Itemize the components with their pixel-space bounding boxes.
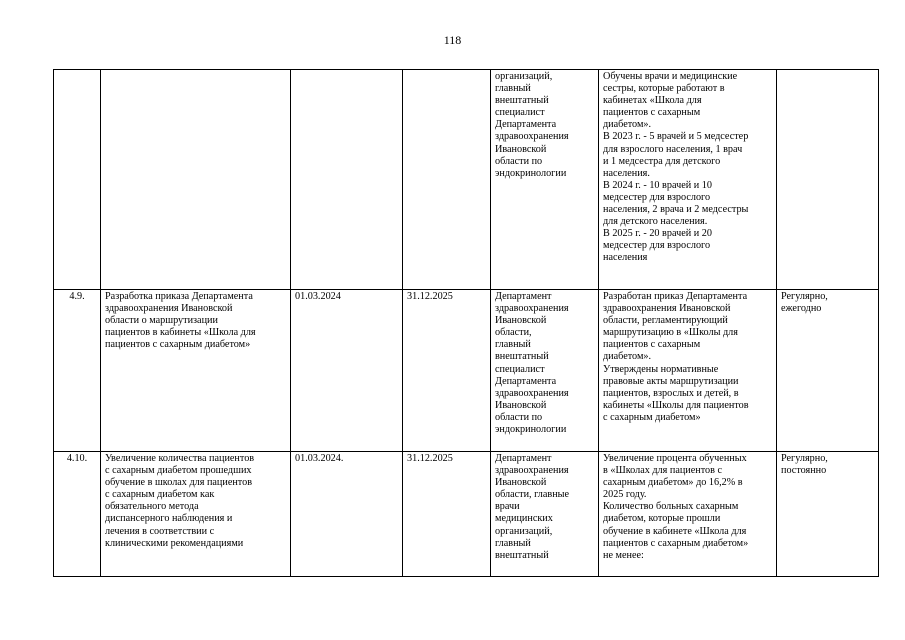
- cell-line: обучение в кабинете «Школа для: [603, 525, 747, 537]
- cell-line: организаций,: [495, 525, 553, 537]
- cell-line: кабинетах «Школа для: [603, 95, 702, 107]
- cell-line: специалист: [495, 363, 545, 375]
- cell-line: Департамент: [495, 453, 552, 464]
- cell-line: Ивановской: [495, 477, 547, 489]
- cell-line: лечения в соответствии с: [105, 525, 215, 537]
- cell-responsible: [491, 452, 599, 577]
- cell-line: эндокринологии: [495, 424, 567, 436]
- cell-line: Увеличение количества пациентов: [105, 453, 255, 464]
- cell-line: В 2024 г. - 10 врачей и 10: [603, 179, 712, 191]
- cell-line: специалист: [495, 107, 545, 119]
- cell-result: [599, 290, 777, 452]
- cell-line: пациентов с сахарным: [603, 339, 701, 351]
- cell-line: внештатный: [495, 95, 549, 107]
- cell-line: диспансерного наблюдения и: [105, 513, 233, 525]
- cell-frequency: [777, 290, 879, 452]
- cell-line: здравоохранения: [495, 303, 569, 315]
- cell-line: с сахарным диабетом как: [105, 489, 215, 501]
- cell-line: В 2023 г. - 5 врачей и 5 медсестер: [603, 131, 749, 143]
- cell-line: обучение в школах для пациентов: [105, 477, 253, 489]
- cell-line: Количество больных сахарным: [603, 501, 739, 513]
- cell-line: диабетом».: [603, 351, 652, 363]
- cell-line: здравоохранения Ивановской: [105, 303, 233, 315]
- cell-line: обязательного метода: [105, 501, 199, 513]
- cell-line: в «Школах для пациентов с: [603, 465, 723, 477]
- cell-line: Ивановской: [495, 143, 547, 155]
- cell-line: клиническими рекомендациями: [105, 537, 244, 549]
- cell-line: пациентов с сахарным: [603, 107, 701, 119]
- cell-frequency: [777, 452, 879, 577]
- cell-line: медсестер для взрослого: [603, 240, 711, 252]
- cell-line: для детского населения.: [603, 216, 708, 228]
- plan-table: [53, 69, 879, 577]
- cell-result: [599, 70, 777, 290]
- cell-line: главный: [495, 537, 531, 549]
- cell-line: эндокринологии: [495, 167, 567, 179]
- cell-line: диабетом».: [603, 119, 652, 131]
- table-row: [54, 290, 879, 452]
- cell-line: не менее:: [603, 549, 644, 561]
- cell-line: маршрутизацию в «Школы для: [603, 327, 738, 339]
- cell-line: области о маршрутизации: [105, 315, 218, 327]
- cell-line: Ивановской: [495, 399, 547, 411]
- cell-line: здравоохранения Ивановской: [603, 303, 731, 315]
- cell-responsible: [491, 70, 599, 290]
- cell-line: пациентов в кабинеты «Школа для: [105, 327, 256, 339]
- cell-start-date: 01.03.2024: [291, 290, 403, 452]
- cell-line: области по: [495, 411, 543, 423]
- cell-line: здравоохранения: [495, 387, 569, 399]
- cell-line: ежегодно: [781, 303, 822, 315]
- cell-line: главный: [495, 83, 531, 95]
- cell-line: населения, 2 врача и 2 медсестры: [603, 204, 749, 216]
- cell-line: и 1 медсестра для детского: [603, 155, 721, 167]
- cell-line: с сахарным диабетом прошедших: [105, 465, 252, 477]
- table-row: [54, 70, 879, 290]
- cell-line: Увеличение процента обученных: [603, 453, 747, 464]
- cell-line: пациентов, взрослых и детей, в: [603, 387, 739, 399]
- cell-number: 4.9.: [54, 290, 101, 452]
- cell-line: для взрослого населения, 1 врач: [603, 143, 743, 155]
- cell-line: правовые акты маршрутизации: [603, 375, 739, 387]
- cell-line: с сахарным диабетом»: [603, 411, 701, 423]
- cell-event: [101, 290, 291, 452]
- cell-line: Разработка приказа Департамента: [105, 291, 253, 302]
- cell-line: Департамент: [495, 291, 552, 302]
- cell-line: Регулярно,: [781, 453, 828, 464]
- table-row: [54, 452, 879, 577]
- cell-event: [101, 452, 291, 577]
- cell-line: пациентов с сахарным диабетом»: [603, 537, 749, 549]
- cell-line: области,: [495, 327, 532, 339]
- page-number: 118: [443, 33, 462, 47]
- cell-line: области, главные: [495, 489, 570, 501]
- cell-line: здравоохранения: [495, 465, 569, 477]
- cell-line: Ивановской: [495, 315, 547, 327]
- cell-line: внештатный: [495, 549, 549, 561]
- cell-line: диабетом, которые прошли: [603, 513, 721, 525]
- cell-line: главный: [495, 339, 531, 351]
- cell-line: внештатный: [495, 351, 549, 363]
- cell-line: населения: [603, 252, 648, 264]
- cell-event: [101, 70, 291, 290]
- cell-frequency: [777, 70, 879, 290]
- cell-line: постоянно: [781, 465, 827, 477]
- cell-line: населения.: [603, 167, 650, 179]
- cell-line: сестры, которые работают в: [603, 83, 725, 95]
- cell-result: [599, 452, 777, 577]
- cell-line: медсестер для взрослого: [603, 191, 711, 203]
- cell-start-date: [291, 70, 403, 290]
- cell-number: [54, 70, 101, 290]
- cell-line: сахарным диабетом» до 16,2% в: [603, 477, 743, 489]
- cell-line: Департамента: [495, 375, 557, 387]
- cell-line: медицинских: [495, 513, 553, 525]
- cell-line: 2025 году.: [603, 489, 647, 501]
- cell-line: Утверждены нормативные: [603, 363, 719, 375]
- cell-number: 4.10.: [54, 452, 101, 577]
- cell-line: Регулярно,: [781, 291, 828, 302]
- cell-line: здравоохранения: [495, 131, 569, 143]
- cell-line: Обучены врачи и медицинские: [603, 71, 738, 82]
- cell-responsible: [491, 290, 599, 452]
- cell-line: Департамента: [495, 119, 557, 131]
- cell-line: кабинеты «Школы для пациентов: [603, 399, 749, 411]
- cell-line: врачи: [495, 501, 520, 513]
- cell-line: области, регламентирующий: [603, 315, 728, 327]
- cell-end-date: 31.12.2025: [403, 290, 491, 452]
- cell-line: области по: [495, 155, 543, 167]
- cell-end-date: [403, 70, 491, 290]
- cell-start-date: 01.03.2024.: [291, 452, 403, 577]
- cell-line: В 2025 г. - 20 врачей и 20: [603, 228, 712, 240]
- cell-line: Разработан приказ Департамента: [603, 291, 748, 302]
- cell-line: организаций,: [495, 71, 553, 82]
- cell-line: пациентов с сахарным диабетом»: [105, 339, 251, 351]
- cell-end-date: 31.12.2025: [403, 452, 491, 577]
